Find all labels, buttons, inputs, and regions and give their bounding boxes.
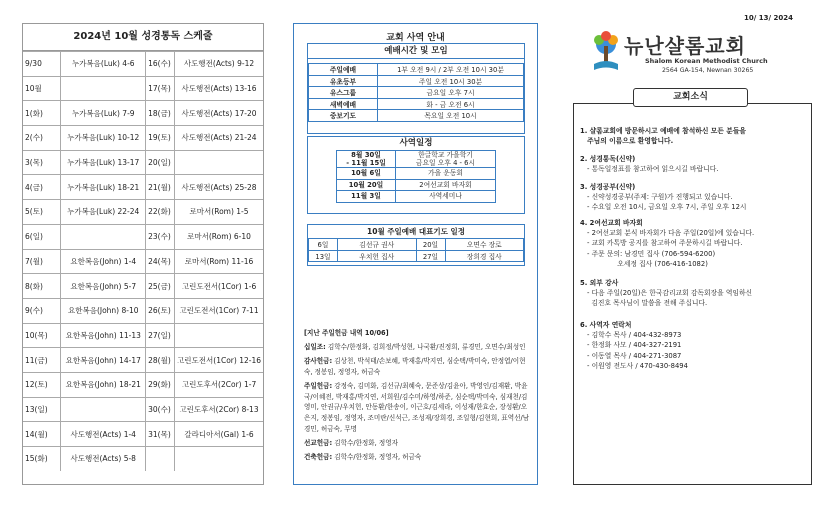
events-title: 사역일정 xyxy=(399,138,433,148)
worship-row xyxy=(309,87,524,99)
schedule-date: 6(일) xyxy=(23,224,61,249)
news-heading: 3. 성경공부(신약) xyxy=(580,183,636,191)
news-heading: 1. 샬롬교회에 방문하시고 예배에 참석하신 모든 분들을 주님의 이름으로 환영합니다. xyxy=(580,127,746,146)
prayer-person: 장희경 집사 xyxy=(445,250,524,262)
worship-name: 새벽예배 xyxy=(309,98,378,110)
news-line: - 신약성경공부(주제: 구원)가 진행되고 있습니다. xyxy=(587,193,733,202)
schedule-reading: 누가복음(Luk) 13-17 xyxy=(61,150,146,175)
schedule-reading xyxy=(61,224,146,249)
event-desc: 사역세미나 xyxy=(396,191,496,203)
schedule-date: 22(화) xyxy=(146,200,175,225)
offering-label: 주일헌금: xyxy=(304,381,333,390)
news-line: - 주문 문의: 남경민 집사 (706-594-6200) xyxy=(587,249,716,258)
schedule-date: 10월 xyxy=(23,76,61,101)
schedule-reading: 고린도전서(1Cor) 7-11 xyxy=(175,298,263,323)
schedule-reading: 누가복음(Luk) 22-24 xyxy=(61,200,146,225)
worship-row xyxy=(309,64,524,76)
schedule-row xyxy=(23,274,263,299)
schedule-reading: 누가복음(Luk) 10-12 xyxy=(61,126,146,151)
bulletin-date: 10/ 13/ 2024 xyxy=(744,14,793,22)
schedule-table xyxy=(23,51,263,471)
schedule-row xyxy=(23,224,263,249)
worship-name: 중보기도 xyxy=(309,110,378,122)
schedule-date: 24(목) xyxy=(146,249,175,274)
schedule-date: 29(화) xyxy=(146,372,175,397)
offering-label: 십일조: xyxy=(304,342,326,351)
event-desc: 가을 운동회 xyxy=(396,168,496,180)
news-item xyxy=(580,126,808,146)
schedule-date: 19(토) xyxy=(146,126,175,151)
schedule-reading xyxy=(175,150,263,175)
worship-row xyxy=(309,98,524,110)
event-row xyxy=(337,168,496,180)
schedule-date: 25(금) xyxy=(146,274,175,299)
worship-name: 유스그룹 xyxy=(309,87,378,99)
schedule-date: 26(토) xyxy=(146,298,175,323)
schedule-reading: 요한복음(John) 1-4 xyxy=(61,249,146,274)
worship-box xyxy=(307,43,525,134)
schedule-reading: 고린도전서(1Cor) 1-6 xyxy=(175,274,263,299)
schedule-reading: 사도행전(Acts) 1-4 xyxy=(61,422,146,447)
schedule-date: 31(목) xyxy=(146,422,175,447)
news-line: - 다음 주일(20일)은 한국감리교회 감독회장을 역임하신 xyxy=(587,289,753,298)
offering-label: 감사헌금: xyxy=(304,356,333,365)
schedule-reading: 누가복음(Luk) 4-6 xyxy=(61,52,146,77)
schedule-reading xyxy=(175,323,263,348)
news-item xyxy=(580,218,808,269)
news-line: - 김학수 목사 / 404-432-8973 xyxy=(587,331,682,340)
schedule-date: 5(토) xyxy=(23,200,61,225)
news-heading: 5. 외부 강사 xyxy=(580,279,619,287)
schedule-date: 23(수) xyxy=(146,224,175,249)
schedule-date: 4(금) xyxy=(23,175,61,200)
schedule-row xyxy=(23,348,263,373)
schedule-row xyxy=(23,76,263,101)
events-table xyxy=(336,150,496,203)
schedule-reading: 요한복음(John) 11-13 xyxy=(61,323,146,348)
news-line: - 수요일 오전 10시, 금요일 오후 7시, 주일 오후 12시 xyxy=(587,203,747,212)
schedule-date: 17(목) xyxy=(146,76,175,101)
worship-time: 화 - 금 오전 6시 xyxy=(378,98,524,110)
schedule-reading: 요한복음(John) 8-10 xyxy=(61,298,146,323)
worship-name: 유초등부 xyxy=(309,75,378,87)
schedule-date: 12(토) xyxy=(23,372,61,397)
prayer-person: 김선규 권사 xyxy=(338,239,417,251)
church-logo-icon xyxy=(591,30,621,74)
offering-names: 김학수/한정화, 김희정/박성현, 나국환/진정희, 류경민, 오면수/최성인 xyxy=(327,342,526,351)
event-row xyxy=(337,151,496,168)
schedule-reading xyxy=(61,76,146,101)
church-name-english: Shalom Korean Methodist Church xyxy=(645,57,768,65)
news-heading: 6. 사역자 연락처 xyxy=(580,321,632,329)
event-date: 10월 6일 xyxy=(337,168,396,180)
schedule-reading: 사도행전(Acts) 25-28 xyxy=(175,175,263,200)
schedule-reading: 고린도전서(1Cor) 12-16 xyxy=(175,348,263,373)
schedule-date: 14(월) xyxy=(23,422,61,447)
offering-item xyxy=(304,381,530,436)
schedule-row xyxy=(23,422,263,447)
news-line: - 이동열 목사 / 404-271-3087 xyxy=(587,351,682,360)
schedule-reading: 고린도후서(2Cor) 1-7 xyxy=(175,372,263,397)
event-row xyxy=(337,179,496,191)
schedule-reading: 사도행전(Acts) 13-16 xyxy=(175,76,263,101)
event-date: 8월 30일 - 11월 15일 xyxy=(337,151,396,168)
worship-table xyxy=(308,63,524,122)
news-line: 오세정 집사 (706-416-1082) xyxy=(587,259,708,268)
schedule-date: 21(월) xyxy=(146,175,175,200)
schedule-date: 9/30 xyxy=(23,52,61,77)
event-row xyxy=(337,191,496,203)
news-title: 교회소식 xyxy=(633,88,748,107)
worship-name: 주일예배 xyxy=(309,64,378,76)
news-item xyxy=(580,182,808,213)
church-address: 2564 GA-154, Newnan 30265 xyxy=(662,67,754,74)
schedule-row xyxy=(23,323,263,348)
offering-item xyxy=(304,356,530,378)
news-item xyxy=(580,320,808,371)
offering-label: 선교헌금: xyxy=(304,439,333,448)
offering-names: 김상천, 박석태/손보혜, 박재홍/박지연, 심순택/박미숙, 안정엽/이현숙, 정봉임, 정영자, 허금숙 xyxy=(304,356,526,376)
schedule-row xyxy=(23,101,263,126)
schedule-reading: 요한복음(John) 14-17 xyxy=(61,348,146,373)
schedule-date: 8(화) xyxy=(23,274,61,299)
event-desc: 2여선교회 바자회 xyxy=(396,179,496,191)
schedule-row xyxy=(23,298,263,323)
schedule-row xyxy=(23,52,263,77)
schedule-reading: 갈라디아서(Gal) 1-6 xyxy=(175,422,263,447)
news-item xyxy=(580,154,808,174)
prayer-person: 우치헌 집사 xyxy=(338,250,417,262)
reading-schedule-panel xyxy=(22,23,264,485)
event-date: 10월 20일 xyxy=(337,179,396,191)
schedule-date: 30(수) xyxy=(146,397,175,422)
schedule-date: 16(수) xyxy=(146,52,175,77)
schedule-date: 27(일) xyxy=(146,323,175,348)
prayer-row xyxy=(309,250,524,262)
news-heading: 4. 2여선교회 바자회 xyxy=(580,219,643,227)
worship-time: 금요일 오후 7시 xyxy=(378,87,524,99)
news-line: - 교회 카톡방 공지를 참고하여 주문하시길 바랍니다. xyxy=(587,239,743,248)
prayer-row xyxy=(309,239,524,251)
schedule-row xyxy=(23,126,263,151)
news-heading: 2. 성경통독(신약) xyxy=(580,155,636,163)
schedule-date: 20(일) xyxy=(146,150,175,175)
prayer-date: 6일 xyxy=(309,239,338,251)
schedule-date: 15(화) xyxy=(23,447,61,471)
schedule-reading xyxy=(61,397,146,422)
schedule-reading: 고린도후서(2Cor) 8-13 xyxy=(175,397,263,422)
ministry-guide-panel xyxy=(293,23,538,485)
schedule-row xyxy=(23,175,263,200)
event-date: 11월 3일 xyxy=(337,191,396,203)
schedule-reading: 사도행전(Acts) 5-8 xyxy=(61,447,146,471)
worship-time: 목요일 오전 10시 xyxy=(378,110,524,122)
schedule-reading: 로마서(Rom) 1-5 xyxy=(175,200,263,225)
news-line: - 통독일정표를 참고하여 읽으시길 바랍니다. xyxy=(587,165,719,174)
worship-time: 1부 오전 9시 / 2부 오전 10시 30분 xyxy=(378,64,524,76)
news-line: 김진호 목사님이 말씀을 전해 주십니다. xyxy=(587,299,708,308)
offering-item xyxy=(304,438,530,449)
schedule-date: 9(수) xyxy=(23,298,61,323)
schedule-reading: 사도행전(Acts) 21-24 xyxy=(175,126,263,151)
schedule-row xyxy=(23,397,263,422)
offering-item xyxy=(304,452,530,463)
schedule-date: 3(목) xyxy=(23,150,61,175)
worship-row xyxy=(309,75,524,87)
church-name: 뉴난샬롬교회 xyxy=(624,34,746,58)
schedule-date: 13(일) xyxy=(23,397,61,422)
schedule-row xyxy=(23,249,263,274)
guide-title: 교회 사역 안내 xyxy=(386,33,445,43)
prayer-date: 27일 xyxy=(416,250,445,262)
schedule-row xyxy=(23,200,263,225)
events-box xyxy=(307,136,525,214)
offering-title: [지난 주일헌금 내역 10/06] xyxy=(304,329,389,337)
schedule-reading: 누가복음(Luk) 7-9 xyxy=(61,101,146,126)
news-line: - 이원영 전도사 / 470-430-8494 xyxy=(587,361,688,370)
schedule-title: 2024년 10월 성경통독 스케줄 xyxy=(23,24,263,51)
schedule-reading: 요한복음(John) 18-21 xyxy=(61,372,146,397)
offering-label: 건축헌금: xyxy=(304,453,333,462)
worship-row xyxy=(309,110,524,122)
schedule-reading xyxy=(175,447,263,471)
schedule-row xyxy=(23,150,263,175)
prayer-date: 20일 xyxy=(416,239,445,251)
offering-names: 김학수/한정화, 정영자 xyxy=(334,439,398,448)
prayer-box xyxy=(307,224,525,266)
schedule-date xyxy=(146,447,175,471)
news-line: - 한정화 사모 / 404-327-2191 xyxy=(587,341,682,350)
schedule-date: 11(금) xyxy=(23,348,61,373)
prayer-person: 오면수 장로 xyxy=(445,239,524,251)
prayer-title: 10월 주일예배 대표기도 일정 xyxy=(367,227,465,236)
schedule-reading: 요한복음(John) 5-7 xyxy=(61,274,146,299)
schedule-date: 2(수) xyxy=(23,126,61,151)
schedule-date: 18(금) xyxy=(146,101,175,126)
offering-item xyxy=(304,342,530,353)
schedule-date: 7(월) xyxy=(23,249,61,274)
worship-title: 예배시간 및 모임 xyxy=(308,44,524,59)
schedule-date: 10(목) xyxy=(23,323,61,348)
schedule-date: 1(화) xyxy=(23,101,61,126)
schedule-date: 28(월) xyxy=(146,348,175,373)
prayer-date: 13일 xyxy=(309,250,338,262)
schedule-reading: 로마서(Rom) 11-16 xyxy=(175,249,263,274)
prayer-table xyxy=(308,238,524,262)
worship-time: 주일 오전 10시 30분 xyxy=(378,75,524,87)
news-item xyxy=(580,278,808,309)
schedule-row xyxy=(23,372,263,397)
schedule-reading: 사도행전(Acts) 17-20 xyxy=(175,101,263,126)
schedule-reading: 로마서(Rom) 6-10 xyxy=(175,224,263,249)
offering-list xyxy=(304,328,530,466)
schedule-reading: 사도행전(Acts) 9-12 xyxy=(175,52,263,77)
offering-names: 김학수/한정화, 정영자, 허금숙 xyxy=(334,453,422,462)
news-line: - 2여선교회 분식 바자회가 다음 주일(20일)에 있습니다. xyxy=(587,229,755,238)
schedule-reading: 누가복음(Luk) 18-21 xyxy=(61,175,146,200)
schedule-row xyxy=(23,447,263,471)
event-desc: 한글학교 가을학기 금요일 오후 4 - 6시 xyxy=(396,151,496,168)
offering-names: 강정숙, 김미화, 김선규/최혜숙, 문준상/김윤아, 박영인/김재환, 박윤국/이혜전, 박재홍/박지연, 서희원/김수미/하영/하준, 심순택/박미숙, 심재천/김영미, 안권규/우치헌, 안동환/한송이, 이근호/김세라, 이성재/한효순, 장성환/오은지, 정봉임, 정영자, 조미란/신석근, 조성재/장희경, 조일형/김현희, 표역선/남경민, 허금숙, 무명 xyxy=(304,381,530,434)
